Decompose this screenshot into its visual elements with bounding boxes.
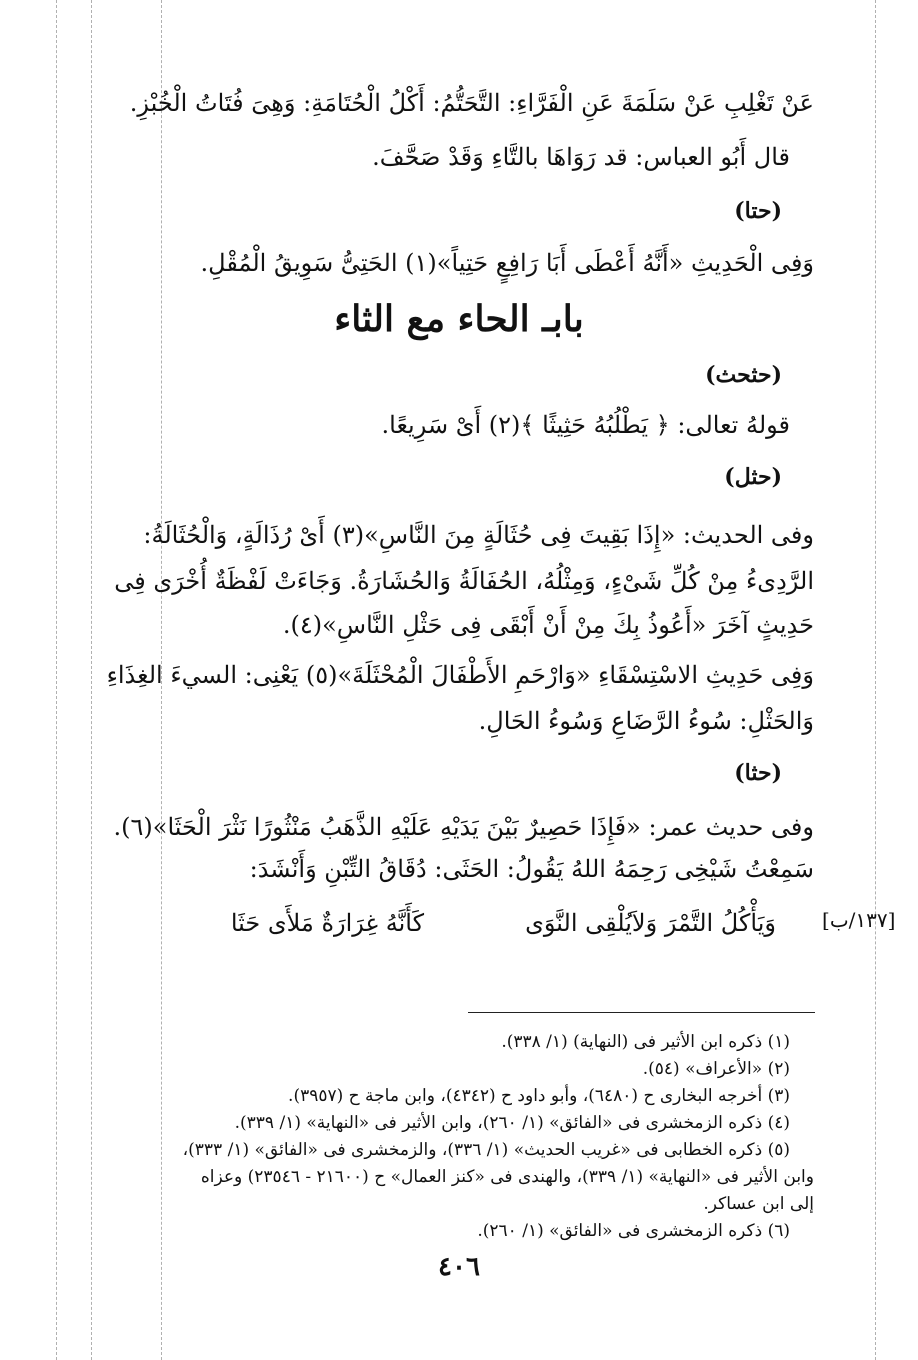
footnote: إلى ابن عساكر. bbox=[703, 1194, 814, 1214]
footnote: (٣) أخرجه البخارى ح (٦٤٨٠)، وأبو داود ح (٤٣٤٢)، وابن ماجة ح (٣٩٥٧). bbox=[288, 1086, 790, 1106]
footnote: (٥) ذكره الخطابى فى «غريب الحديث» (١/ ٣٣٦)، والزمخشرى فى «الفائق» (١/ ٣٣٣)، bbox=[182, 1140, 790, 1160]
text-line: الرَّدِىءُ مِنْ كُلِّ شَىْءٍ، وَمِثْلُهُ، الحُفَالَةُ وَالحُشَارَةُ. وَجَاءَتْ لَفْظَةٌ أُخْرَى فِى bbox=[114, 567, 814, 595]
footnote: وابن الأثير فى «النهاية» (١/ ٣٣٩)، والهندى فى «كنز العمال» ح (٢١٦٠٠ - ٢٣٥٤٦) وعزاه bbox=[200, 1167, 814, 1187]
section-heading: (حثا) bbox=[734, 760, 782, 786]
guide-line bbox=[91, 0, 92, 1360]
verse-left-hemistich: كَأَنَّهُ غِرَارَةٌ مَلأَى حَثَا bbox=[230, 909, 424, 937]
text-line: وفى الحديث: «إِذَا بَقِيتَ فِى حُثَالَةٍ مِنَ النَّاسِ»(٣) أَىْ رُذَالَةٍ، وَالْحُثَالَةُ: bbox=[143, 521, 814, 549]
section-heading: (حتا) bbox=[734, 198, 782, 224]
guide-line bbox=[875, 0, 876, 1360]
margin-folio-note: [١٣٧/ب] bbox=[822, 908, 896, 932]
footnote-rule bbox=[468, 1012, 815, 1013]
section-heading: (حثحث) bbox=[705, 362, 782, 388]
footnote: (٤) ذكره الزمخشرى فى «الفائق» (١/ ٢٦٠)، وابن الأثير فى «النهاية» (١/ ٣٣٩). bbox=[234, 1113, 790, 1133]
text-line: عَنْ تَغْلِبِ عَنْ سَلَمَةَ عَنِ الْفَرَّاءِ: التَّحَتُّمُ: أَكْلُ الْحُتَامَةِ: وَهِىَ فُتَاتُ الْخُبْزِ. bbox=[129, 89, 814, 117]
text-line: وَالحَثْلِ: سُوءُ الرَّضَاعِ وَسُوءُ الحَالِ. bbox=[478, 707, 814, 735]
section-heading: (حثل) bbox=[724, 464, 782, 490]
footnote: (٢) «الأعراف» (٥٤). bbox=[642, 1059, 790, 1079]
page-number: ٤٠٦ bbox=[438, 1252, 480, 1282]
text-line: وَفِى الْحَدِيثِ «أَنَّهُ أَعْطَى أَبَا رَافِعٍ حَتِياً»(١) الحَتِىُّ سَوِيقُ الْمُقْلِ. bbox=[200, 249, 814, 277]
text-line: قال أَبُو العباس: قد رَوَاهَا بالتَّاءِ وَقَدْ صَحَّفَ. bbox=[372, 143, 790, 171]
guide-line bbox=[56, 0, 57, 1360]
footnote: (٦) ذكره الزمخشرى فى «الفائق» (١/ ٢٦٠). bbox=[477, 1221, 790, 1241]
chapter-title: بابـ الحاء مع الثاء bbox=[334, 298, 584, 340]
text-line: وَفِى حَدِيثِ الاسْتِسْقَاءِ «وَارْحَمِ الأَطْفَالَ الْمُحْثَلَةَ»(٥) يَعْنِى: السيءَ الغِذَاءِ bbox=[106, 661, 814, 689]
text-line: حَدِيثٍ آخَرَ «أَعُوذُ بِكَ مِنْ أَنْ أَبْقَى فِى حَثْلِ النَّاسِ»(٤). bbox=[282, 611, 814, 639]
text-line: وفى حديث عمر: «فَإِذَا حَصِيرٌ بَيْنَ يَدَيْهِ عَلَيْهِ الذَّهَبُ مَنْثُورًا نَثْرَ الْحَثَا»(٦). bbox=[113, 813, 814, 841]
text-line: سَمِعْتُ شَيْخِى رَحِمَهُ اللهُ يَقُولُ: الحَثَى: دُقَاقُ التِّبْنِ وَأَنْشَدَ: bbox=[249, 855, 814, 883]
footnote: (١) ذكره ابن الأثير فى (النهاية) (١/ ٣٣٨). bbox=[501, 1032, 790, 1052]
text-line: قولهُ تعالى: ﴿ يَطْلُبُهُ حَثِيثًا ﴾(٢) أَىْ سَرِيعًا. bbox=[381, 411, 790, 439]
verse-right-hemistich: وَيَأْكُلُ التَّمْرَ وَلاَيُلْقِى النَّوَى bbox=[525, 909, 776, 937]
